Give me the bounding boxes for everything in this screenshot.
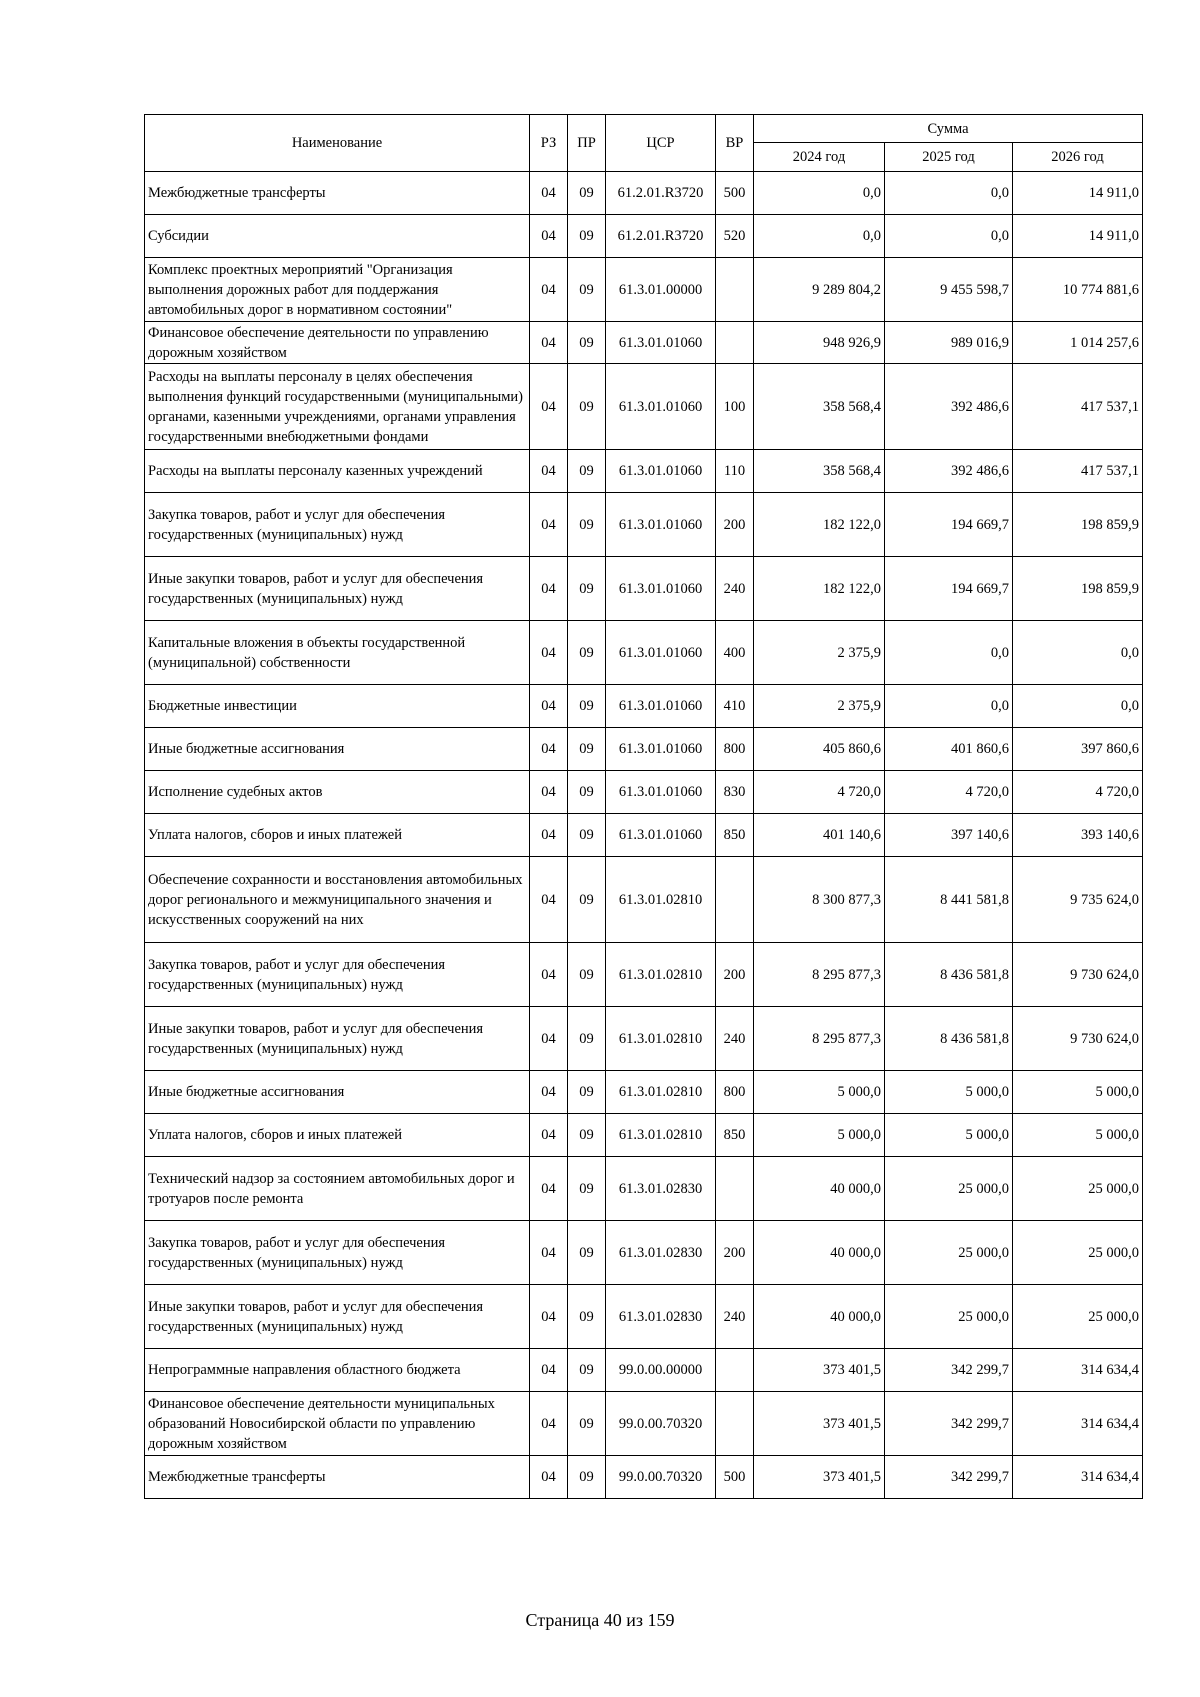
cell-vr: 200: [716, 1221, 754, 1285]
cell-name: Иные бюджетные ассигнования: [145, 1071, 530, 1114]
header-csr: ЦСР: [606, 115, 716, 172]
cell-2024: 401 140,6: [754, 814, 885, 857]
cell-2026: 14 911,0: [1013, 172, 1143, 215]
cell-pr: 09: [568, 771, 606, 814]
cell-name: Межбюджетные трансферты: [145, 172, 530, 215]
cell-name: Иные закупки товаров, работ и услуг для обеспечения государственных (муниципальных) нужд: [145, 1285, 530, 1349]
table-header: [145, 115, 1143, 172]
cell-2025: 194 669,7: [885, 493, 1013, 557]
table-row: [145, 258, 1143, 322]
cell-rz: 04: [530, 1114, 568, 1157]
cell-csr: 61.3.01.01060: [606, 685, 716, 728]
cell-vr: 800: [716, 1071, 754, 1114]
cell-2025: 4 720,0: [885, 771, 1013, 814]
cell-pr: 09: [568, 814, 606, 857]
cell-name: Иные закупки товаров, работ и услуг для обеспечения государственных (муниципальных) нужд: [145, 1007, 530, 1071]
cell-2026: 5 000,0: [1013, 1114, 1143, 1157]
cell-2024: 4 720,0: [754, 771, 885, 814]
cell-2024: 182 122,0: [754, 557, 885, 621]
cell-rz: 04: [530, 728, 568, 771]
cell-2024: 373 401,5: [754, 1456, 885, 1499]
cell-2025: 392 486,6: [885, 364, 1013, 450]
cell-2025: 25 000,0: [885, 1285, 1013, 1349]
cell-pr: 09: [568, 557, 606, 621]
cell-rz: 04: [530, 493, 568, 557]
cell-2024: 5 000,0: [754, 1114, 885, 1157]
table-row: [145, 1285, 1143, 1349]
cell-2024: 373 401,5: [754, 1392, 885, 1456]
table-body: [145, 172, 1143, 1499]
cell-csr: 99.0.00.70320: [606, 1456, 716, 1499]
table-row: [145, 493, 1143, 557]
cell-name: Капитальные вложения в объекты государственной (муниципальной) собственности: [145, 621, 530, 685]
cell-name: Межбюджетные трансферты: [145, 1456, 530, 1499]
cell-csr: 61.3.01.01060: [606, 493, 716, 557]
cell-pr: 09: [568, 728, 606, 771]
cell-2025: 0,0: [885, 172, 1013, 215]
table-row: [145, 450, 1143, 493]
cell-2026: 5 000,0: [1013, 1071, 1143, 1114]
cell-pr: 09: [568, 364, 606, 450]
cell-2026: 25 000,0: [1013, 1221, 1143, 1285]
cell-csr: 61.3.01.02810: [606, 1114, 716, 1157]
cell-2026: 9 730 624,0: [1013, 1007, 1143, 1071]
table-row: [145, 172, 1143, 215]
table-row: [145, 1392, 1143, 1456]
cell-rz: 04: [530, 322, 568, 364]
cell-2026: 314 634,4: [1013, 1456, 1143, 1499]
table-row: [145, 557, 1143, 621]
cell-name: Расходы на выплаты персоналу в целях обеспечения выполнения функций государственными (муниципальными) органами, казенными учреждениями, органами управления государственными внебюджетными фондами: [145, 364, 530, 450]
cell-pr: 09: [568, 1392, 606, 1456]
cell-2026: 0,0: [1013, 621, 1143, 685]
cell-2025: 194 669,7: [885, 557, 1013, 621]
cell-pr: 09: [568, 322, 606, 364]
cell-2025: 0,0: [885, 621, 1013, 685]
cell-csr: 61.2.01.R3720: [606, 215, 716, 258]
cell-2026: 393 140,6: [1013, 814, 1143, 857]
cell-vr: 830: [716, 771, 754, 814]
cell-2025: 5 000,0: [885, 1114, 1013, 1157]
cell-2024: 5 000,0: [754, 1071, 885, 1114]
cell-2025: 342 299,7: [885, 1456, 1013, 1499]
cell-pr: 09: [568, 943, 606, 1007]
cell-2026: 314 634,4: [1013, 1392, 1143, 1456]
cell-name: Субсидии: [145, 215, 530, 258]
cell-vr: 850: [716, 814, 754, 857]
cell-2024: 948 926,9: [754, 322, 885, 364]
cell-vr: [716, 1392, 754, 1456]
cell-pr: 09: [568, 1071, 606, 1114]
cell-rz: 04: [530, 857, 568, 943]
cell-pr: 09: [568, 1285, 606, 1349]
cell-2024: 373 401,5: [754, 1349, 885, 1392]
table-row: [145, 943, 1143, 1007]
header-name: Наименование: [145, 115, 530, 172]
cell-2024: 2 375,9: [754, 685, 885, 728]
cell-csr: 61.3.01.01060: [606, 728, 716, 771]
cell-2025: 397 140,6: [885, 814, 1013, 857]
cell-name: Обеспечение сохранности и восстановления автомобильных дорог регионального и межмуниципального значения и искусственных сооружений на них: [145, 857, 530, 943]
table-row: [145, 1456, 1143, 1499]
table-row: [145, 771, 1143, 814]
header-2026: 2026 год: [1013, 143, 1143, 172]
cell-pr: 09: [568, 857, 606, 943]
cell-name: Финансовое обеспечение деятельности по управлению дорожным хозяйством: [145, 322, 530, 364]
cell-2024: 358 568,4: [754, 450, 885, 493]
page-number: Страница 40 из 159: [525, 1610, 675, 1630]
cell-vr: 240: [716, 1007, 754, 1071]
cell-2024: 40 000,0: [754, 1221, 885, 1285]
cell-rz: 04: [530, 364, 568, 450]
cell-2026: 198 859,9: [1013, 557, 1143, 621]
cell-rz: 04: [530, 258, 568, 322]
cell-csr: 61.3.01.01060: [606, 771, 716, 814]
cell-2025: 342 299,7: [885, 1349, 1013, 1392]
cell-2025: 8 436 581,8: [885, 943, 1013, 1007]
cell-csr: 61.3.01.01060: [606, 621, 716, 685]
cell-rz: 04: [530, 621, 568, 685]
cell-2024: 182 122,0: [754, 493, 885, 557]
cell-pr: 09: [568, 1157, 606, 1221]
cell-2025: 9 455 598,7: [885, 258, 1013, 322]
table-row: [145, 728, 1143, 771]
cell-name: Исполнение судебных актов: [145, 771, 530, 814]
cell-vr: 500: [716, 172, 754, 215]
cell-2024: 8 300 877,3: [754, 857, 885, 943]
cell-2025: 25 000,0: [885, 1157, 1013, 1221]
table-row: [145, 1114, 1143, 1157]
cell-2025: 989 016,9: [885, 322, 1013, 364]
cell-pr: 09: [568, 621, 606, 685]
cell-2026: 314 634,4: [1013, 1349, 1143, 1392]
cell-rz: 04: [530, 1349, 568, 1392]
cell-2026: 9 730 624,0: [1013, 943, 1143, 1007]
cell-name: Закупка товаров, работ и услуг для обеспечения государственных (муниципальных) нужд: [145, 1221, 530, 1285]
cell-pr: 09: [568, 1007, 606, 1071]
cell-vr: [716, 258, 754, 322]
cell-2026: 198 859,9: [1013, 493, 1143, 557]
cell-2025: 8 436 581,8: [885, 1007, 1013, 1071]
cell-csr: 61.2.01.R3720: [606, 172, 716, 215]
table-row: [145, 364, 1143, 450]
cell-name: Комплекс проектных мероприятий "Организация выполнения дорожных работ для поддержания автомобильных дорог в нормативном состоянии": [145, 258, 530, 322]
cell-2026: 14 911,0: [1013, 215, 1143, 258]
cell-vr: 400: [716, 621, 754, 685]
cell-2026: 417 537,1: [1013, 450, 1143, 493]
cell-2024: 0,0: [754, 215, 885, 258]
cell-2025: 0,0: [885, 215, 1013, 258]
table-row: [145, 857, 1143, 943]
cell-2025: 342 299,7: [885, 1392, 1013, 1456]
cell-csr: 61.3.01.02830: [606, 1221, 716, 1285]
cell-rz: 04: [530, 814, 568, 857]
cell-2024: 9 289 804,2: [754, 258, 885, 322]
cell-pr: 09: [568, 215, 606, 258]
cell-csr: 61.3.01.02830: [606, 1285, 716, 1349]
header-pr: ПР: [568, 115, 606, 172]
cell-2026: 25 000,0: [1013, 1285, 1143, 1349]
cell-name: Уплата налогов, сборов и иных платежей: [145, 1114, 530, 1157]
cell-vr: 850: [716, 1114, 754, 1157]
cell-name: Иные бюджетные ассигнования: [145, 728, 530, 771]
cell-2026: 10 774 881,6: [1013, 258, 1143, 322]
cell-vr: 100: [716, 364, 754, 450]
cell-2026: 417 537,1: [1013, 364, 1143, 450]
budget-table: [144, 114, 1143, 1499]
cell-2026: 25 000,0: [1013, 1157, 1143, 1221]
header-vr: ВР: [716, 115, 754, 172]
cell-2026: 397 860,6: [1013, 728, 1143, 771]
cell-csr: 61.3.01.02810: [606, 857, 716, 943]
cell-rz: 04: [530, 1392, 568, 1456]
cell-csr: 61.3.01.02810: [606, 1007, 716, 1071]
cell-vr: 200: [716, 493, 754, 557]
cell-csr: 61.3.01.01060: [606, 364, 716, 450]
cell-rz: 04: [530, 1071, 568, 1114]
cell-rz: 04: [530, 771, 568, 814]
table-row: [145, 1007, 1143, 1071]
cell-vr: [716, 1349, 754, 1392]
cell-2026: 4 720,0: [1013, 771, 1143, 814]
cell-2024: 405 860,6: [754, 728, 885, 771]
table-row: [145, 621, 1143, 685]
cell-rz: 04: [530, 1007, 568, 1071]
cell-csr: 99.0.00.70320: [606, 1392, 716, 1456]
cell-vr: [716, 1157, 754, 1221]
cell-rz: 04: [530, 1157, 568, 1221]
cell-csr: 61.3.01.02810: [606, 943, 716, 1007]
table-row: [145, 1349, 1143, 1392]
cell-2025: 25 000,0: [885, 1221, 1013, 1285]
cell-2025: 8 441 581,8: [885, 857, 1013, 943]
table-row: [145, 685, 1143, 728]
cell-2025: 5 000,0: [885, 1071, 1013, 1114]
cell-csr: 61.3.01.01060: [606, 322, 716, 364]
cell-csr: 61.3.01.02830: [606, 1157, 716, 1221]
cell-name: Бюджетные инвестиции: [145, 685, 530, 728]
cell-pr: 09: [568, 172, 606, 215]
cell-csr: 61.3.01.00000: [606, 258, 716, 322]
cell-2025: 0,0: [885, 685, 1013, 728]
cell-2025: 392 486,6: [885, 450, 1013, 493]
cell-rz: 04: [530, 1456, 568, 1499]
cell-rz: 04: [530, 943, 568, 1007]
header-rz: РЗ: [530, 115, 568, 172]
table-row: [145, 1221, 1143, 1285]
cell-vr: 500: [716, 1456, 754, 1499]
cell-2024: 0,0: [754, 172, 885, 215]
cell-2026: 1 014 257,6: [1013, 322, 1143, 364]
header-2024: 2024 год: [754, 143, 885, 172]
cell-pr: 09: [568, 450, 606, 493]
cell-2024: 40 000,0: [754, 1285, 885, 1349]
cell-rz: 04: [530, 172, 568, 215]
cell-pr: 09: [568, 1456, 606, 1499]
cell-2024: 358 568,4: [754, 364, 885, 450]
header-2025: 2025 год: [885, 143, 1013, 172]
cell-vr: 240: [716, 557, 754, 621]
cell-rz: 04: [530, 215, 568, 258]
cell-name: Иные закупки товаров, работ и услуг для обеспечения государственных (муниципальных) нужд: [145, 557, 530, 621]
cell-vr: 240: [716, 1285, 754, 1349]
table-row: [145, 322, 1143, 364]
table-row: [145, 1157, 1143, 1221]
cell-2026: 9 735 624,0: [1013, 857, 1143, 943]
cell-rz: 04: [530, 1221, 568, 1285]
cell-csr: 61.3.01.01060: [606, 450, 716, 493]
cell-csr: 61.3.01.01060: [606, 557, 716, 621]
header-sum: Сумма: [754, 115, 1143, 143]
cell-name: Непрограммные направления областного бюджета: [145, 1349, 530, 1392]
cell-rz: 04: [530, 685, 568, 728]
cell-rz: 04: [530, 450, 568, 493]
cell-2024: 8 295 877,3: [754, 1007, 885, 1071]
cell-csr: 61.3.01.02810: [606, 1071, 716, 1114]
cell-2024: 40 000,0: [754, 1157, 885, 1221]
cell-pr: 09: [568, 1114, 606, 1157]
cell-vr: 200: [716, 943, 754, 1007]
cell-pr: 09: [568, 1349, 606, 1392]
cell-vr: 800: [716, 728, 754, 771]
cell-rz: 04: [530, 1285, 568, 1349]
cell-pr: 09: [568, 493, 606, 557]
cell-name: Закупка товаров, работ и услуг для обеспечения государственных (муниципальных) нужд: [145, 493, 530, 557]
cell-name: Финансовое обеспечение деятельности муниципальных образований Новосибирской области по управлению дорожным хозяйством: [145, 1392, 530, 1456]
cell-pr: 09: [568, 685, 606, 728]
table-row: [145, 1071, 1143, 1114]
cell-name: Расходы на выплаты персоналу казенных учреждений: [145, 450, 530, 493]
cell-2026: 0,0: [1013, 685, 1143, 728]
cell-vr: [716, 857, 754, 943]
cell-vr: 410: [716, 685, 754, 728]
cell-name: Технический надзор за состоянием автомобильных дорог и тротуаров после ремонта: [145, 1157, 530, 1221]
cell-2024: 8 295 877,3: [754, 943, 885, 1007]
cell-vr: [716, 322, 754, 364]
cell-pr: 09: [568, 258, 606, 322]
cell-2025: 401 860,6: [885, 728, 1013, 771]
cell-rz: 04: [530, 557, 568, 621]
cell-vr: 520: [716, 215, 754, 258]
cell-name: Закупка товаров, работ и услуг для обеспечения государственных (муниципальных) нужд: [145, 943, 530, 1007]
cell-csr: 61.3.01.01060: [606, 814, 716, 857]
cell-csr: 99.0.00.00000: [606, 1349, 716, 1392]
cell-vr: 110: [716, 450, 754, 493]
cell-2024: 2 375,9: [754, 621, 885, 685]
cell-name: Уплата налогов, сборов и иных платежей: [145, 814, 530, 857]
table-row: [145, 814, 1143, 857]
cell-pr: 09: [568, 1221, 606, 1285]
table-row: [145, 215, 1143, 258]
